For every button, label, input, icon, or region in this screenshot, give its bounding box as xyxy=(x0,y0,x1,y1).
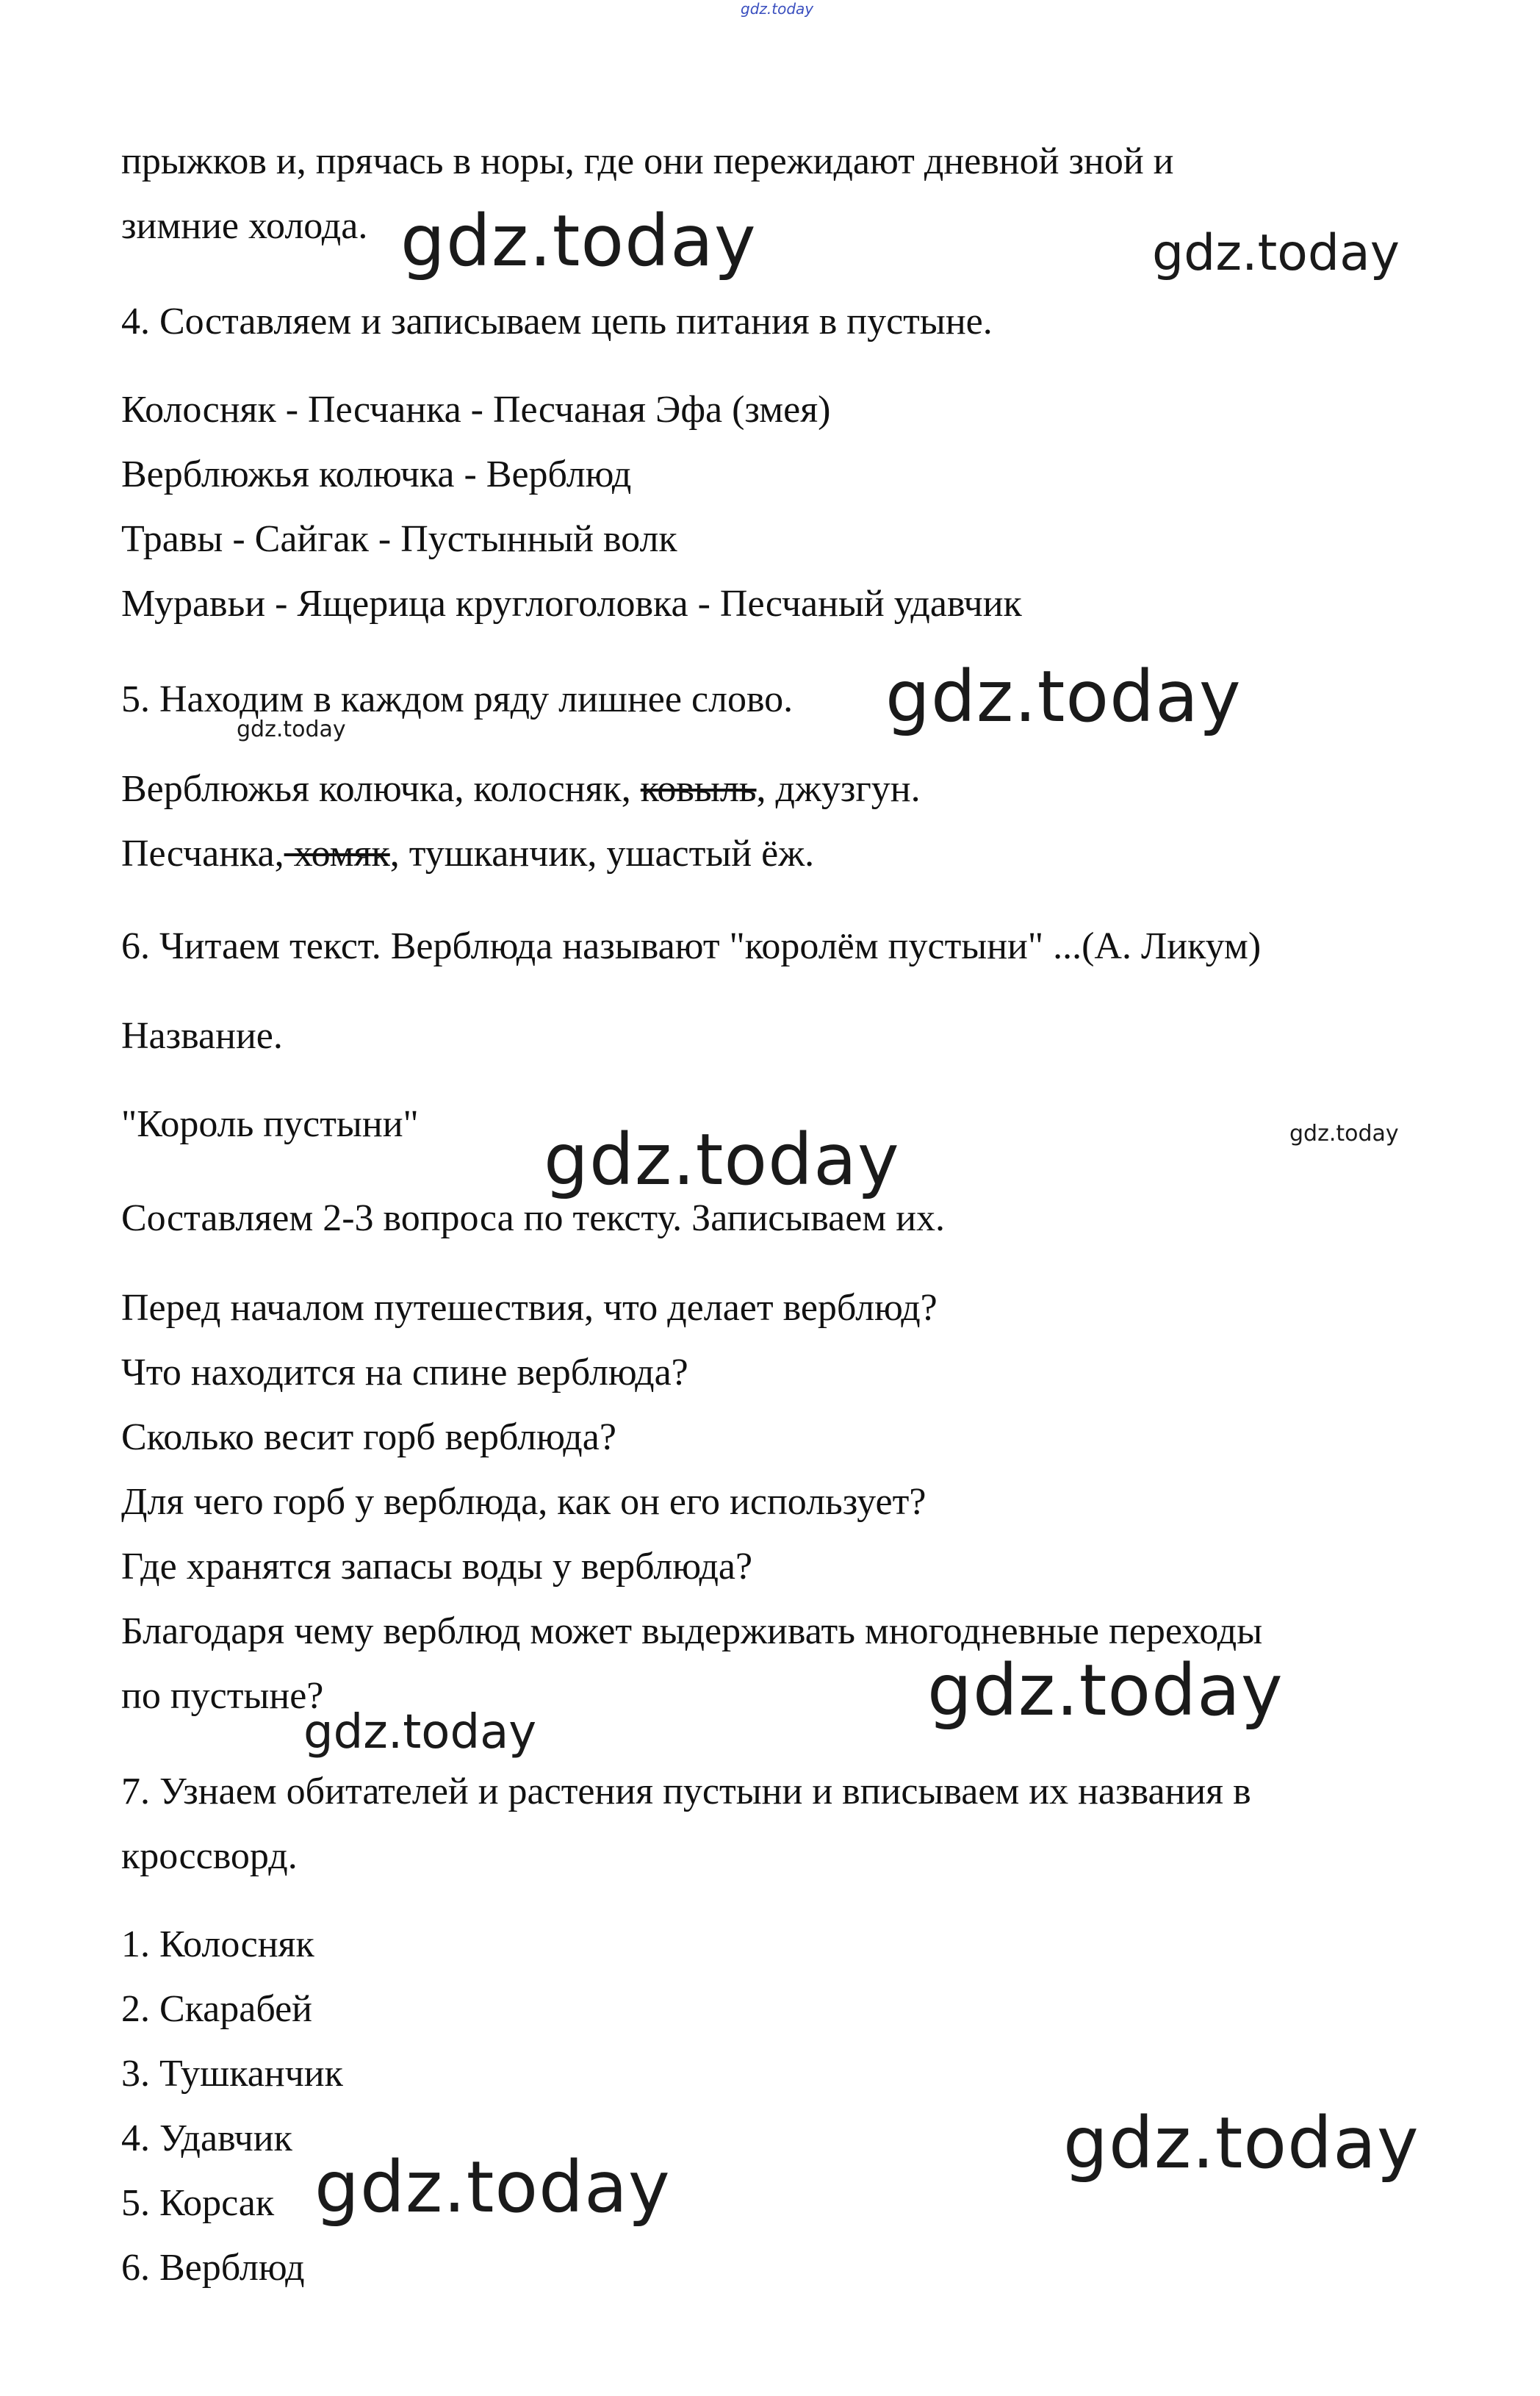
task5-heading: 5. Находим в каждом ряду лишнее слово. xyxy=(121,678,794,720)
question-1: Перед началом путешествия, что делает верблюд? xyxy=(121,1287,938,1329)
task5-row-2-after: , тушканчик, ушастый ёж. xyxy=(389,833,815,875)
food-chain-2: Верблюжья колючка - Верблюд xyxy=(121,453,632,495)
watermark-10: gdz.today xyxy=(314,2146,671,2228)
task6-title-label: Название. xyxy=(121,1015,283,1057)
watermark-9: gdz.today xyxy=(1063,2102,1420,2184)
watermark-7: gdz.today xyxy=(927,1649,1284,1732)
food-chain-1: Колосняк - Песчанка - Песчаная Эфа (змея) xyxy=(121,389,831,431)
crossword-answer-4: 4. Удавчик xyxy=(121,2117,292,2159)
crossword-answer-5: 5. Корсак xyxy=(121,2182,275,2224)
watermark-4: gdz.today xyxy=(237,717,346,742)
question-6-line-1: Благодаря чему верблюд может выдерживать многодневные переходы xyxy=(121,1610,1263,1652)
task5-row-2 xyxy=(121,832,814,876)
crossword-answer-3: 3. Тушканчик xyxy=(121,2053,343,2095)
crossword-answer-2: 2. Скарабей xyxy=(121,1988,312,2030)
food-chain-4: Муравьи - Ящерица круглоголовка - Песчаный удавчик xyxy=(121,583,1022,625)
task7-heading-line-2: кроссворд. xyxy=(121,1835,298,1877)
watermark-3: gdz.today xyxy=(885,656,1242,738)
watermark-8: gdz.today xyxy=(303,1705,537,1760)
task5-row-2-struck-word: хомяк xyxy=(284,833,390,875)
watermark-top: gdz.today xyxy=(741,0,814,18)
question-5: Где хранятся запасы воды у верблюда? xyxy=(121,1546,753,1588)
task5-row-1-after: , джузгун. xyxy=(756,768,921,810)
task6-heading: 6. Читаем текст. Верблюда называют "королём пустыни" ...(А. Ликум) xyxy=(121,925,1262,967)
question-4: Для чего горб у верблюда, как он его использует? xyxy=(121,1481,926,1523)
task6-questions-heading: Составляем 2-3 вопроса по тексту. Записываем их. xyxy=(121,1197,946,1239)
task7-heading-line-1: 7. Узнаем обитателей и растения пустыни и вписываем их названия в xyxy=(121,1771,1251,1812)
crossword-answer-1: 1. Колосняк xyxy=(121,1923,314,1965)
task5-row-1 xyxy=(121,767,921,811)
task4-heading: 4. Составляем и записываем цепь питания в пустыне. xyxy=(121,301,993,342)
crossword-answer-6: 6. Верблюд xyxy=(121,2247,305,2289)
question-3: Сколько весит горб верблюда? xyxy=(121,1416,616,1458)
task5-row-1-before: Верблюжья колючка, колосняк, xyxy=(121,768,641,810)
task5-row-2-before: Песчанка, xyxy=(121,833,284,875)
watermark-2: gdz.today xyxy=(1152,224,1400,282)
question-2: Что находится на спине верблюда? xyxy=(121,1352,688,1394)
watermark-1: gdz.today xyxy=(400,200,757,282)
question-6-line-2: по пустыне? xyxy=(121,1675,324,1717)
task5-row-1-struck-word: ковыль xyxy=(640,768,757,810)
watermark-6: gdz.today xyxy=(1289,1121,1399,1147)
watermark-5: gdz.today xyxy=(544,1119,900,1201)
intro-line-1: прыжков и, прячась в норы, где они пережидают дневной зной и xyxy=(121,140,1174,182)
task6-title-value: "Король пустыни" xyxy=(121,1103,419,1145)
intro-line-2: зимние холода. xyxy=(121,205,368,247)
food-chain-3: Травы - Сайгак - Пустынный волк xyxy=(121,518,677,560)
